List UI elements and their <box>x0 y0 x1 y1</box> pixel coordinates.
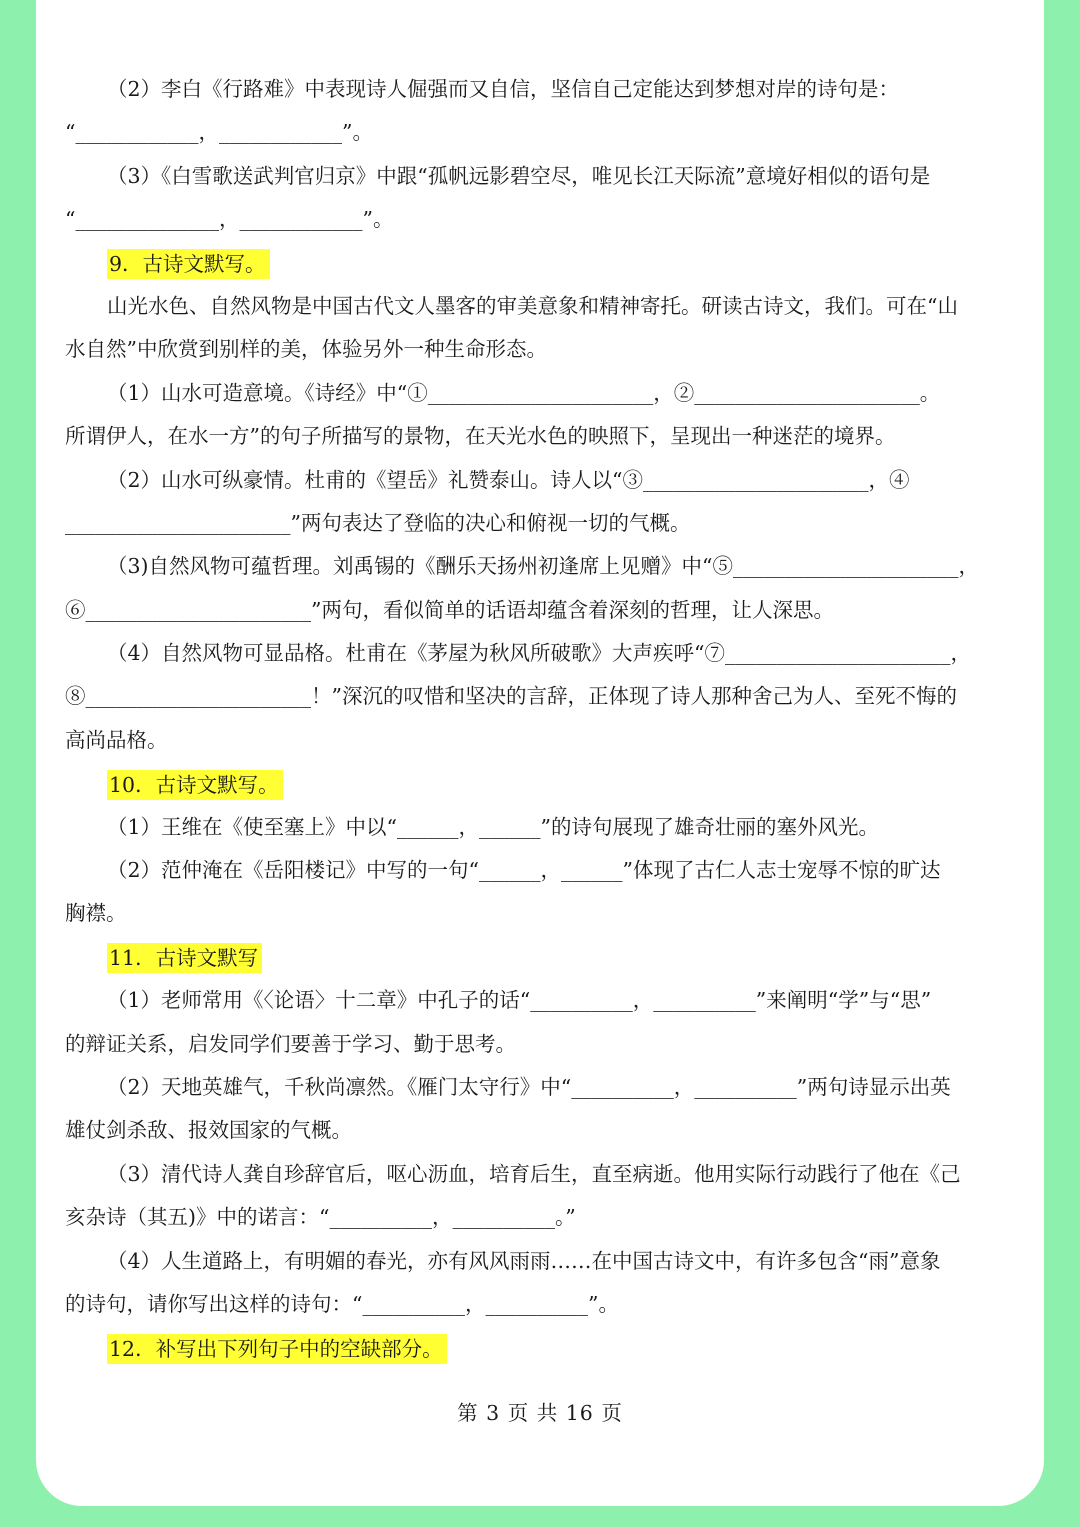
text-line: （3）清代诗人龚自珍辞官后，呕心沥血，培育后生，直至病逝。他用实际行动践行了他在《己 <box>107 1161 961 1186</box>
text-line: ⑥______________________”两句，看似简单的话语却蕴含着深刻的哲理，让人深思。 <box>65 597 834 622</box>
text-line: 所谓伊人，在水一方”的句子所描写的景物，在天光水色的映照下，呈现出一种迷茫的境界。 <box>65 424 896 449</box>
text-line: 亥杂诗（其五)》中的诺言：“__________，__________。” <box>65 1205 576 1230</box>
document-page <box>36 0 1044 1506</box>
text-line: 山光水色、自然风物是中国古代文人墨客的审美意象和精神寄托。研读古诗文，我们。可在“山 <box>107 293 958 318</box>
text-line: （2）范仲淹在《岳阳楼记》中写的一句“______，______”体现了古仁人志士宠辱不惊的旷达 <box>107 858 941 883</box>
text-line: “______________，____________”。 <box>65 207 394 232</box>
text-line: “____________，____________”。 <box>65 120 373 145</box>
question-heading-line <box>65 936 1017 979</box>
text-line: （2）李白《行路难》中表现诗人倔强而又自信，坚信自己定能达到梦想对岸的诗句是： <box>107 77 900 101</box>
text-line: （2）山水可纵豪情。杜甫的《望岳》礼赞泰山。诗人以“③______________________，④ <box>107 467 910 492</box>
question-heading-line <box>65 762 1017 805</box>
question-heading-line <box>65 1326 1017 1369</box>
page-number-footer: 第 3 页 共 16 页 <box>457 1401 623 1425</box>
text-line: ______________________”两句表达了登临的决心和俯视一切的气概。 <box>65 510 691 535</box>
question-heading: 9．古诗文默写。 <box>107 249 270 279</box>
text-line: （1）王维在《使至塞上》中以“______，______”的诗句展现了雄奇壮丽的塞外风光。 <box>107 814 880 839</box>
question-heading-line <box>65 242 1017 285</box>
text-line: 的诗句，请你写出这样的诗句：“__________，__________”。 <box>65 1291 619 1316</box>
text-line: 的辩证关系，启发同学们要善于学习、勤于思考。 <box>65 1031 516 1056</box>
text-line: 水自然”中欣赏到别样的美，体验另外一种生命形态。 <box>65 337 547 362</box>
text-line: （4）人生道路上，有明媚的春光，亦有风风雨雨……在中国古诗文中，有许多包含“雨”意象 <box>107 1248 941 1273</box>
question-heading: 11．古诗文默写 <box>107 943 262 973</box>
text-line: （1）老师常用《〈论语〉十二章》中孔子的话“__________，__________”来阐明“学”与“思” <box>107 988 932 1013</box>
text-line: （2）天地英雄气，千秋尚凛然。《雁门太守行》中“__________，__________”两句诗显示出英 <box>107 1074 951 1099</box>
text-line: （3）《白雪歌送武判官归京》中跟“孤帆远影碧空尽，唯见长江天际流”意境好相似的语句是 <box>107 163 931 188</box>
text-line: 胸襟。 <box>65 901 127 926</box>
text-line: （3)自然风物可蕴哲理。刘禹锡的《酬乐天扬州初逢席上见赠》中“⑤______________________， <box>107 554 980 579</box>
question-heading: 12．补写出下列句子中的空缺部分。 <box>107 1334 447 1364</box>
text-line: 雄仗剑杀敌、报效国家的气概。 <box>65 1118 352 1143</box>
text-line: （1）山水可造意境。《诗经》中“①______________________，②______________________。 <box>107 380 941 405</box>
text-line: 高尚品格。 <box>65 727 168 752</box>
text-line: ⑧______________________！”深沉的叹惜和坚决的言辞，正体现了诗人那种舍己为人、至死不悔的 <box>65 684 957 709</box>
text-line: （4）自然风物可显品格。杜甫在《茅屋为秋风所破歌》大声疾呼“⑦______________________， <box>107 641 972 666</box>
page-content <box>65 68 1017 1370</box>
question-heading: 10．古诗文默写。 <box>107 770 283 800</box>
